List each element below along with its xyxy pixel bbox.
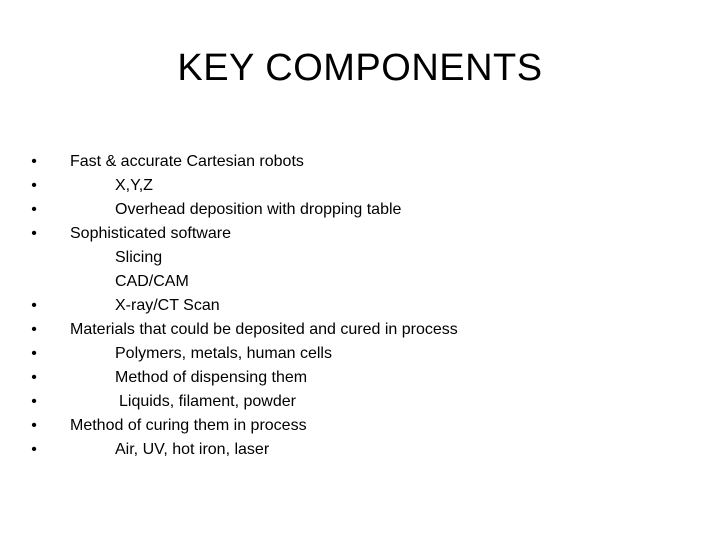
list-item-text: Materials that could be deposited and cured in process bbox=[70, 321, 458, 338]
bullet-icon: • bbox=[31, 321, 37, 338]
list-item-text: Method of dispensing them bbox=[115, 369, 308, 386]
list-item-text: Slicing bbox=[115, 249, 163, 266]
list-item bbox=[28, 414, 688, 438]
list-item-text: Polymers, metals, human cells bbox=[115, 345, 332, 362]
list-item bbox=[28, 222, 688, 246]
bullet-icon: • bbox=[31, 393, 37, 410]
list-item-text: Fast & accurate Cartesian robots bbox=[70, 153, 304, 170]
list-item bbox=[28, 438, 688, 462]
list-item-text: X-ray/CT Scan bbox=[115, 297, 220, 314]
bullet-icon: • bbox=[31, 369, 37, 386]
list-item bbox=[28, 390, 688, 414]
bullet-icon: • bbox=[31, 441, 37, 458]
list-item-text: CAD/CAM bbox=[115, 273, 189, 290]
list-item-text: Sophisticated software bbox=[70, 225, 231, 242]
bullet-icon: • bbox=[31, 417, 37, 434]
bullet-icon: • bbox=[31, 345, 37, 362]
list-item-text: Method of curing them in process bbox=[70, 417, 307, 434]
list-item bbox=[28, 270, 688, 294]
bullet-icon: • bbox=[31, 297, 37, 314]
list-item bbox=[28, 366, 688, 390]
list-item bbox=[28, 342, 688, 366]
list-item bbox=[28, 294, 688, 318]
list-item-text: Liquids, filament, powder bbox=[119, 393, 296, 410]
slide-title: KEY COMPONENTS bbox=[177, 47, 543, 89]
bullet-list bbox=[28, 150, 688, 462]
list-item-text: Overhead deposition with dropping table bbox=[115, 201, 402, 218]
bullet-icon: • bbox=[31, 201, 37, 218]
bullet-icon: • bbox=[31, 177, 37, 194]
bullet-icon: • bbox=[31, 225, 37, 242]
list-item bbox=[28, 318, 688, 342]
list-item bbox=[28, 198, 688, 222]
bullet-icon: • bbox=[31, 153, 37, 170]
list-item-text: X,Y,Z bbox=[115, 177, 153, 194]
list-item-text: Air, UV, hot iron, laser bbox=[115, 441, 270, 458]
list-item bbox=[28, 150, 688, 174]
list-item bbox=[28, 174, 688, 198]
list-item bbox=[28, 246, 688, 270]
